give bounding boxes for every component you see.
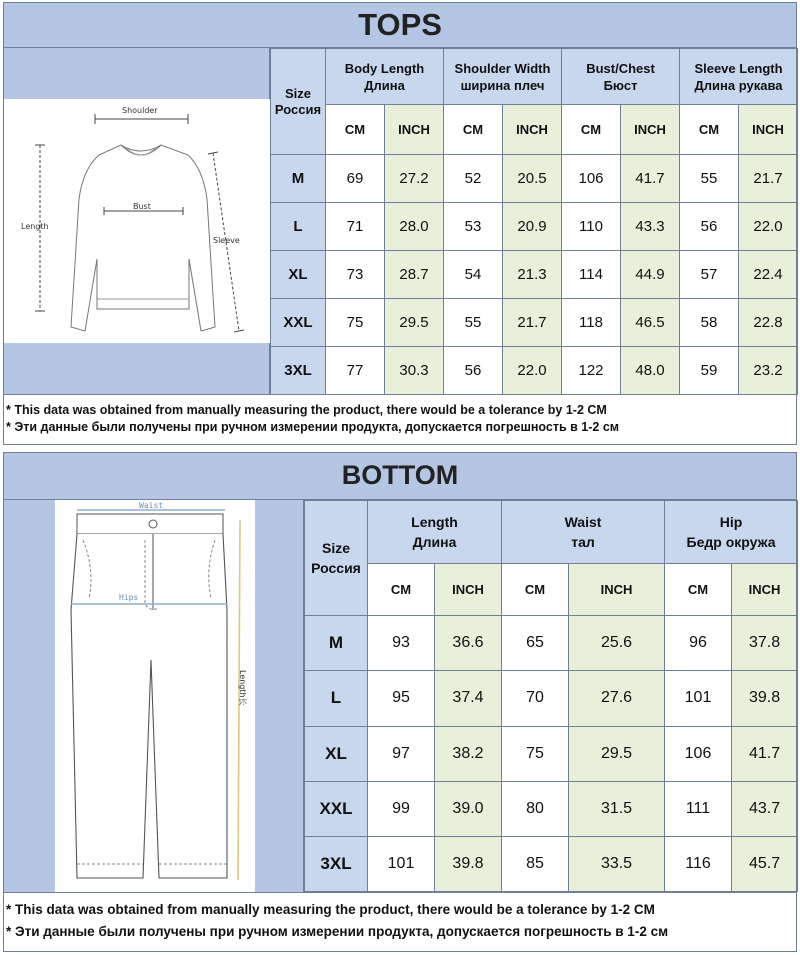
inch-value-cell: 22.0 xyxy=(739,203,798,251)
size-cell: M xyxy=(271,155,326,203)
cm-value-cell: 59 xyxy=(680,347,739,395)
cm-value-cell: 95 xyxy=(368,671,435,726)
inch-value-cell: 46.5 xyxy=(621,299,680,347)
cm-value-cell: 122 xyxy=(562,347,621,395)
group-header-waist: Waist тал xyxy=(502,501,665,564)
length-label: Length xyxy=(21,222,49,231)
group-header-hip: Hip Бедр окружа xyxy=(665,501,798,564)
size-cell: 3XL xyxy=(305,836,368,891)
tops-section xyxy=(3,2,797,445)
unit-inch: INCH xyxy=(435,564,502,616)
inch-value-cell: 30.3 xyxy=(385,347,444,395)
cm-value-cell: 85 xyxy=(502,836,569,891)
inch-value-cell: 21.7 xyxy=(739,155,798,203)
size-cell: L xyxy=(271,203,326,251)
hips-label: Hips xyxy=(119,593,139,602)
cm-value-cell: 77 xyxy=(326,347,385,395)
unit-cm: CM xyxy=(502,564,569,616)
cm-value-cell: 55 xyxy=(444,299,503,347)
inch-value-cell: 39.8 xyxy=(435,836,502,891)
bust-label: Bust xyxy=(133,202,151,211)
group-header-bust: Bust/Chest Бюст xyxy=(562,49,680,105)
size-cell: XXL xyxy=(271,299,326,347)
cm-value-cell: 96 xyxy=(665,616,732,671)
cm-value-cell: 99 xyxy=(368,781,435,836)
length-label: Length长 xyxy=(238,670,247,706)
inch-value-cell: 44.9 xyxy=(621,251,680,299)
cm-value-cell: 75 xyxy=(502,726,569,781)
bottom-title: BOTTOM xyxy=(3,452,797,500)
cm-value-cell: 70 xyxy=(502,671,569,726)
unit-inch: INCH xyxy=(732,564,798,616)
cm-value-cell: 111 xyxy=(665,781,732,836)
unit-inch: INCH xyxy=(385,105,444,155)
cm-value-cell: 65 xyxy=(502,616,569,671)
size-header: Size Россия xyxy=(305,501,368,616)
cm-value-cell: 71 xyxy=(326,203,385,251)
inch-value-cell: 22.8 xyxy=(739,299,798,347)
cm-value-cell: 110 xyxy=(562,203,621,251)
inch-value-cell: 22.4 xyxy=(739,251,798,299)
note-en: * This data was obtained from manually measuring the product, there would be a tolerance by 1-2 CM xyxy=(6,902,655,917)
inch-value-cell: 22.0 xyxy=(503,347,562,395)
inch-value-cell: 25.6 xyxy=(569,616,665,671)
cm-value-cell: 97 xyxy=(368,726,435,781)
unit-cm: CM xyxy=(368,564,435,616)
bottom-section xyxy=(3,452,797,952)
group-header-body-length: Body Length Длина xyxy=(326,49,444,105)
inch-value-cell: 39.8 xyxy=(732,671,798,726)
unit-cm: CM xyxy=(326,105,385,155)
inch-value-cell: 41.7 xyxy=(621,155,680,203)
cm-value-cell: 55 xyxy=(680,155,739,203)
cm-value-cell: 58 xyxy=(680,299,739,347)
inch-value-cell: 38.2 xyxy=(435,726,502,781)
size-cell: XL xyxy=(271,251,326,299)
sleeve-label: Sleeve xyxy=(213,236,240,245)
cm-value-cell: 56 xyxy=(680,203,739,251)
inch-value-cell: 37.8 xyxy=(732,616,798,671)
cm-value-cell: 69 xyxy=(326,155,385,203)
cm-value-cell: 73 xyxy=(326,251,385,299)
cm-value-cell: 114 xyxy=(562,251,621,299)
inch-value-cell: 27.2 xyxy=(385,155,444,203)
cm-value-cell: 101 xyxy=(368,836,435,891)
inch-value-cell: 37.4 xyxy=(435,671,502,726)
cm-value-cell: 57 xyxy=(680,251,739,299)
cm-value-cell: 106 xyxy=(665,726,732,781)
cm-value-cell: 106 xyxy=(562,155,621,203)
note-ru: * Эти данные были получены при ручном измерении продукта, допускается погрешность в 1-2 см xyxy=(6,924,669,939)
inch-value-cell: 36.6 xyxy=(435,616,502,671)
group-header-sleeve-length: Sleeve Length Длина рукава xyxy=(680,49,798,105)
unit-inch: INCH xyxy=(739,105,798,155)
size-cell: XXL xyxy=(305,781,368,836)
inch-value-cell: 27.6 xyxy=(569,671,665,726)
group-header-shoulder-width: Shoulder Width ширина плеч xyxy=(444,49,562,105)
inch-value-cell: 48.0 xyxy=(621,347,680,395)
cm-value-cell: 93 xyxy=(368,616,435,671)
shoulder-label: Shoulder xyxy=(122,106,158,115)
unit-cm: CM xyxy=(665,564,732,616)
inch-value-cell: 43.7 xyxy=(732,781,798,836)
cm-value-cell: 80 xyxy=(502,781,569,836)
unit-inch: INCH xyxy=(503,105,562,155)
cm-value-cell: 101 xyxy=(665,671,732,726)
inch-value-cell: 33.5 xyxy=(569,836,665,891)
tops-title: TOPS xyxy=(3,2,797,48)
size-header: Size Россия xyxy=(271,49,326,155)
note-en: * This data was obtained from manually measuring the product, there would be a tolerance by 1-2 CM xyxy=(6,403,607,417)
cm-value-cell: 56 xyxy=(444,347,503,395)
unit-inch: INCH xyxy=(569,564,665,616)
size-cell: M xyxy=(305,616,368,671)
cm-value-cell: 116 xyxy=(665,836,732,891)
inch-value-cell: 20.9 xyxy=(503,203,562,251)
cm-value-cell: 75 xyxy=(326,299,385,347)
inch-value-cell: 23.2 xyxy=(739,347,798,395)
unit-cm: CM xyxy=(562,105,621,155)
inch-value-cell: 29.5 xyxy=(385,299,444,347)
cm-value-cell: 54 xyxy=(444,251,503,299)
size-cell: XL xyxy=(305,726,368,781)
unit-cm: CM xyxy=(444,105,503,155)
unit-cm: CM xyxy=(680,105,739,155)
inch-value-cell: 45.7 xyxy=(732,836,798,891)
inch-value-cell: 21.3 xyxy=(503,251,562,299)
inch-value-cell: 43.3 xyxy=(621,203,680,251)
size-cell: L xyxy=(305,671,368,726)
group-header-length: Length Длина xyxy=(368,501,502,564)
unit-inch: INCH xyxy=(621,105,680,155)
inch-value-cell: 29.5 xyxy=(569,726,665,781)
inch-value-cell: 28.0 xyxy=(385,203,444,251)
note-ru: * Эти данные были получены при ручном измерении продукта, допускается погрешность в 1-2 см xyxy=(6,420,620,434)
size-cell: 3XL xyxy=(271,347,326,395)
inch-value-cell: 39.0 xyxy=(435,781,502,836)
waist-label: Waist xyxy=(139,501,164,510)
inch-value-cell: 41.7 xyxy=(732,726,798,781)
inch-value-cell: 28.7 xyxy=(385,251,444,299)
inch-value-cell: 21.7 xyxy=(503,299,562,347)
inch-value-cell: 31.5 xyxy=(569,781,665,836)
cm-value-cell: 52 xyxy=(444,155,503,203)
cm-value-cell: 53 xyxy=(444,203,503,251)
inch-value-cell: 20.5 xyxy=(503,155,562,203)
cm-value-cell: 118 xyxy=(562,299,621,347)
